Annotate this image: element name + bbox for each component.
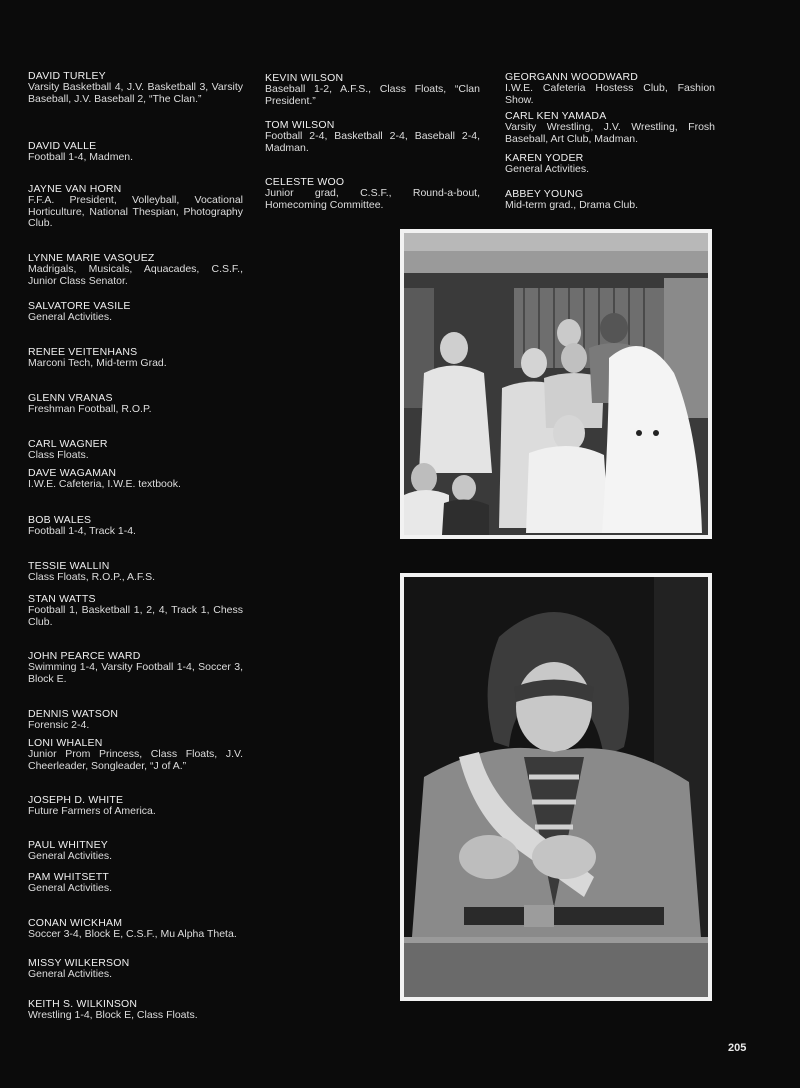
senior-activities: F.F.A. President, Volleyball, Vocational Horticulture, National Thespian, Photography Club. [28,194,243,229]
senior-entry [505,110,715,145]
senior-entry [28,708,243,732]
senior-name: JAYNE VAN HORN [28,183,122,195]
senior-entry [28,392,243,416]
senior-entry [28,917,243,941]
senior-entry [505,152,715,176]
senior-entry [28,438,243,462]
senior-activities: I.W.E. Cafeteria Hostess Club, Fashion Show. [505,82,715,106]
senior-activities: Soccer 3-4, Block E, C.S.F., Mu Alpha Theta. [28,928,237,940]
senior-activities: Junior Prom Princess, Class Floats, J.V. Cheerleader, Songleader, “J of A.” [28,748,243,772]
senior-entry [28,957,243,981]
senior-entry [28,70,243,105]
senior-entry [28,650,243,685]
senior-entry [28,514,243,538]
senior-activities: Future Farmers of America. [28,805,156,817]
senior-entry [28,300,243,324]
senior-activities: General Activities. [28,311,113,323]
senior-activities: Freshman Football, R.O.P. [28,403,152,415]
senior-entry [265,176,480,211]
senior-entry [265,72,480,107]
senior-name: RENEE VEITENHANS [28,346,138,358]
senior-name: DAVID TURLEY [28,70,106,82]
senior-name: CELESTE WOO [265,176,345,188]
senior-entry [265,119,480,154]
senior-name: BOB WALES [28,514,92,526]
senior-name: JOHN PEARCE WARD [28,650,141,662]
senior-name: LYNNE MARIE VASQUEZ [28,252,155,264]
senior-name: STAN WATTS [28,593,96,605]
senior-activities: Baseball 1-2, A.F.S., Class Floats, “Clan President.” [265,83,480,107]
senior-activities: Football 1, Basketball 1, 2, 4, Track 1, Chess Club. [28,604,243,628]
senior-name: GEORGANN WOODWARD [505,71,639,83]
senior-entry [28,560,243,584]
senior-entry [28,871,243,895]
senior-entry [28,839,243,863]
senior-name: CONAN WICKHAM [28,917,123,929]
senior-entry [28,183,243,230]
senior-activities: Class Floats, R.O.P., A.F.S. [28,571,156,583]
senior-entry [28,998,243,1022]
senior-activities: General Activities. [505,163,590,175]
senior-activities: I.W.E. Cafeteria, I.W.E. textbook. [28,478,181,490]
senior-entry [28,593,243,628]
senior-name: GLENN VRANAS [28,392,113,404]
senior-entry [505,188,715,212]
senior-name: CARL KEN YAMADA [505,110,607,122]
group-costume-photo-image [404,233,708,535]
senior-name: PAUL WHITNEY [28,839,108,851]
page-number: 205 [728,1042,747,1054]
senior-name: MISSY WILKERSON [28,957,130,969]
senior-name: TOM WILSON [265,119,335,131]
group-costume-photo [400,229,712,539]
senior-name: DENNIS WATSON [28,708,119,720]
senior-activities: Madrigals, Musicals, Aquacades, C.S.F., Junior Class Senator. [28,263,243,287]
senior-activities: Swimming 1-4, Varsity Football 1-4, Soccer 3, Block E. [28,661,243,685]
senior-name: JOSEPH D. WHITE [28,794,124,806]
senior-activities: Football 1-4, Track 1-4. [28,525,136,537]
senior-name: KAREN YODER [505,152,584,164]
senior-activities: General Activities. [28,882,113,894]
senior-name: DAVID VALLE [28,140,97,152]
senior-activities: Wrestling 1-4, Block E, Class Floats. [28,1009,198,1021]
senior-name: CARL WAGNER [28,438,108,450]
senior-name: DAVE WAGAMAN [28,467,117,479]
senior-name: PAM WHITSETT [28,871,109,883]
senior-entry [28,252,243,287]
senior-activities: Forensic 2-4. [28,719,90,731]
senior-activities: Varsity Wrestling, J.V. Wrestling, Frosh Baseball, Art Club, Madman. [505,121,715,145]
senior-activities: General Activities. [28,968,113,980]
senior-activities: Football 2-4, Basketball 2-4, Baseball 2-4, Madman. [265,130,480,154]
senior-entry [505,71,715,106]
senior-entry [28,794,243,818]
senior-activities: Marconi Tech, Mid-term Grad. [28,357,167,369]
senior-activities: Class Floats. [28,449,89,461]
senior-activities: Football 1-4, Madmen. [28,151,134,163]
senior-name: SALVATORE VASILE [28,300,131,312]
senior-name: KEITH S. WILKINSON [28,998,138,1010]
senior-activities: Junior grad, C.S.F., Round-a-bout, Homecoming Committee. [265,187,480,211]
senior-entry [28,346,243,370]
senior-entry [28,737,243,772]
student-belt-photo-image [404,577,708,997]
senior-activities: Varsity Basketball 4, J.V. Basketball 3, Varsity Baseball, J.V. Baseball 2, “The Clan.” [28,81,243,105]
senior-activities: General Activities. [28,850,113,862]
senior-name: TESSIE WALLIN [28,560,110,572]
senior-entry [28,467,243,491]
senior-activities: Mid-term grad., Drama Club. [505,199,639,211]
senior-entry [28,140,243,164]
senior-name: ABBEY YOUNG [505,188,584,200]
senior-name: LONI WHALEN [28,737,103,749]
student-belt-photo [400,573,712,1001]
senior-name: KEVIN WILSON [265,72,344,84]
